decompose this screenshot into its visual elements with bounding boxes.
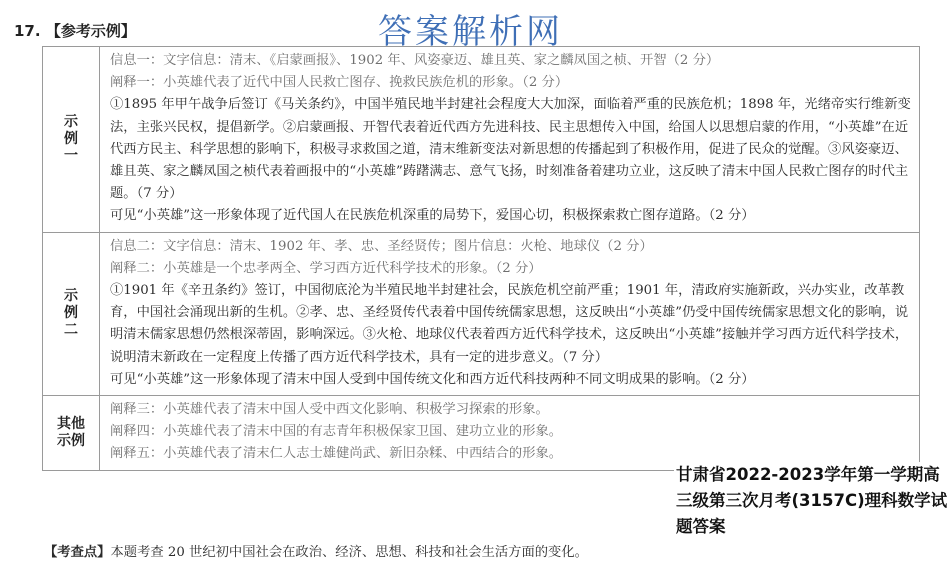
- example-row-2: [43, 232, 920, 395]
- example-1-info: 信息一：文字信息：清末、《启蒙画报》、1902 年、风姿豪迈、雄且英、家之麟凤国之桢、开智（2 分）: [110, 53, 720, 68]
- other-example-4: 阐释四：小英雄代表了清末中国的有志青年积极保家卫国、建功立业的形象。: [110, 424, 563, 440]
- example-2-label: 示 例 二: [43, 232, 100, 395]
- source-stamp: 甘肃省2022-2023学年第一学期高三级第三次月考(3157C)理科数学试题答案: [674, 462, 947, 540]
- example-2-explain: 阐释二：小英雄是一个忠孝两全、学习西方近代科学技术的形象。（2 分）: [110, 260, 542, 276]
- answer-table: [42, 46, 920, 471]
- watermark-logo: 答案解析网: [378, 12, 563, 52]
- other-example-3: 阐释三：小英雄代表了清末中国人受中西文化影响、积极学习探索的形象。: [110, 402, 549, 418]
- example-1-label: 示 例 一: [43, 47, 100, 233]
- other-examples-label: 其他 示例: [43, 396, 100, 471]
- example-1-explain: 阐释一：小英雄代表了近代中国人民救亡图存、挽救民族危机的形象。（2 分）: [110, 75, 569, 91]
- question-header: [14, 20, 136, 41]
- other-examples-content: [100, 396, 920, 471]
- example-row-1: [43, 47, 920, 233]
- example-2-conclusion: 可见“小英雄”这一形象体现了清末中国人受到中国传统文化和西方近代科技两种不同文明成果的影响。（2 分）: [110, 371, 755, 387]
- other-examples-row: [43, 396, 920, 471]
- test-point-text: 本题考查 20 世纪初中国社会在政治、经济、思想、科技和社会生活方面的变化。: [110, 545, 588, 560]
- other-example-5: 阐释五：小英雄代表了清末仁人志士雄健尚武、新旧杂糅、中西结合的形象。: [110, 446, 563, 462]
- test-point-tag: 【考查点】: [44, 545, 111, 560]
- example-2-body: ①1901 年《辛丑条约》签订，中国彻底沦为半殖民地半封建社会，民族危机空前严重；1901 年，清政府实施新政，兴办实业，改革教育，中国社会涌现出新的生机。②孝、忠、圣经贤传代表着中国传统儒家思想，这反映出“小英雄”仍受中国传统儒家思想文化的影响，说明清末儒家思想仍然根深蒂固，影响深远。③火枪、地球仪代表着西方近代科学技术，这反映出“小英雄”接触并学习西方近代科学技术，说明清末新政在一定程度上传播了西方近代科学技术，具有一定的进步意义。（7 分）: [110, 283, 909, 365]
- example-1-conclusion: 可见“小英雄”这一形象体现了近代国人在民族危机深重的局势下，爱国心切，积极探索救亡图存道路。（2 分）: [110, 208, 755, 224]
- question-number: 17.: [14, 22, 41, 40]
- question-heading: 【参考示例】: [45, 22, 136, 40]
- example-1-content: [100, 47, 920, 233]
- test-point: [44, 541, 588, 560]
- example-1-body: ①1895 年甲午战争后签订《马关条约》，中国半殖民地半封建社会程度大大加深，面临着严重的民族危机；1898 年，光绪帝实行维新变法，主张兴民权，提倡新学。②启蒙画报、开智代表着近代西方先进科技、民主思想传入中国，给国人以思想启蒙的作用，“小英雄”在近代西方民主、科学思想的影响下，积极寻求救国之道，清末维新变法对新思想的传播起到了积极作用，促进了民众的觉醒。③风姿豪迈、雄且英、家之麟凤国之桢代表着画报中的“小英雄”踌躇满志、意气飞扬，时刻准备着建功立业，这反映了清末中国人民救亡图存的时代主题。（7 分）: [110, 97, 911, 202]
- example-2-content: [100, 232, 920, 395]
- example-2-info: 信息二：文字信息：清末、1902 年、孝、忠、圣经贤传；图片信息：火枪、地球仪（2 分）: [110, 238, 653, 254]
